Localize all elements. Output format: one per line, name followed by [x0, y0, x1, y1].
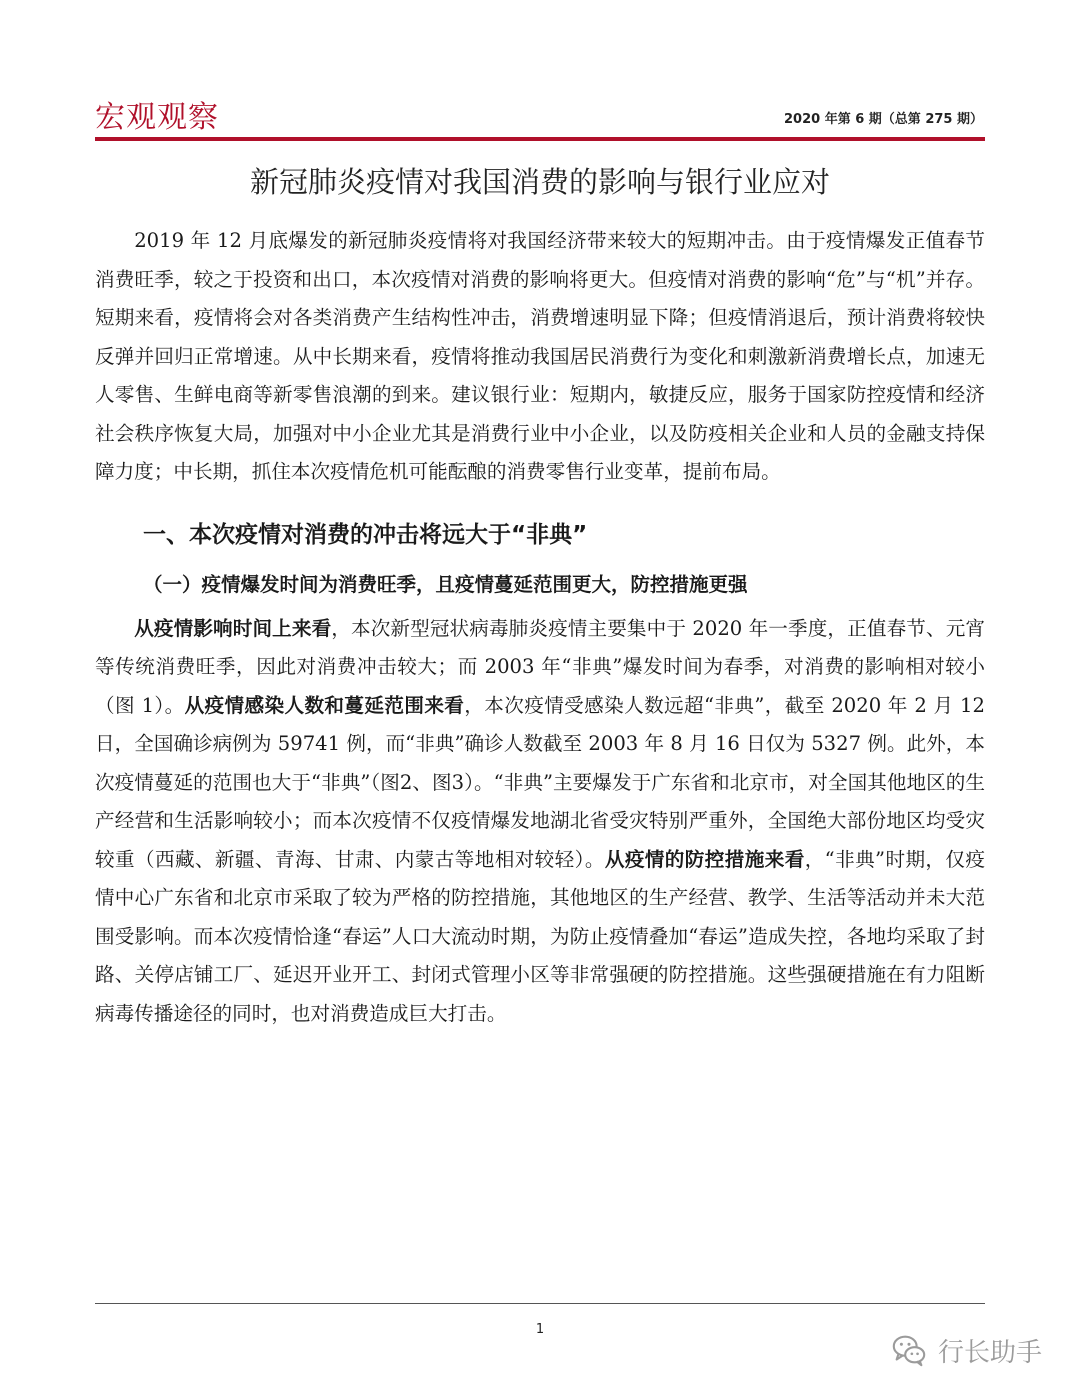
- body-text-measures: ，“非典”时期，仅疫情中心广东省和北京市采取了较为严格的防控措施，其他地区的生产经营、教学、生活等活动并未大范围受影响。而本次疫情恰逢“春运”人口大流动时期，为防止疫情叠加“春运”造成失控，各地均采取了封路、关停店铺工厂、延迟开业开工、封闭式管理小区等非常强硬的防控措施。这些强硬措施在有力阻断病毒传播途径的同时，也对消费造成巨大打击。: [95, 847, 985, 1025]
- lead-phrase-measures: 从疫情的防控措施来看: [604, 847, 805, 871]
- page-header: [95, 88, 985, 140]
- watermark-text: 行长助手: [937, 1337, 1042, 1368]
- header-divider: [95, 137, 985, 141]
- subsection-heading: （一）疫情爆发时间为消费旺季，且疫情蔓延范围更大，防控措施更强: [143, 572, 748, 596]
- lead-phrase-scope: 从疫情感染人数和蔓延范围来看: [184, 693, 465, 717]
- body-paragraph: [95, 610, 985, 1034]
- body-text-scope: ，本次疫情受感染人数远超“非典”，截至 2020 年 2 月 12 日，全国确诊病例为 59741 例，而“非典”确诊人数截至 2003 年 8 月 16 日仅为 5327 例。此外，本次疫情蔓延的范围也大于“非典”（图2、图3）。“非典”主要爆发于广东省和北京市，对全国其他地区的生产经营和生活影响较小；而本次疫情不仅疫情爆发地湖北省受灾特别严重外，全国绝大部份地区均受灾较重（西藏、新疆、青海、甘肃、内蒙古等地相对较轻）。: [95, 693, 985, 871]
- document-title: 新冠肺炎疫情对我国消费的影响与银行业应对: [249, 165, 830, 199]
- footer-divider: [95, 1303, 985, 1304]
- publication-brand: 宏观观察: [95, 100, 219, 135]
- issue-info: 2020 年第 6 期（总第 275 期）: [784, 112, 983, 127]
- lead-phrase-time: 从疫情影响时间上来看: [134, 616, 332, 640]
- body-text-time: ，本次新型冠状病毒肺炎疫情主要集中于 2020 年一季度，正值春节、元宵等传统消费旺季，因此对消费冲击较大；而 2003 年“非典”爆发时间为春季，对消费的影响相对较小（图 1）。: [95, 616, 985, 717]
- watermark: [890, 1328, 1042, 1372]
- abstract-paragraph: 2019 年 12 月底爆发的新冠肺炎疫情将对我国经济带来较大的短期冲击。由于疫情爆发正值春节消费旺季，较之于投资和出口，本次疫情对消费的影响将更大。但疫情对消费的影响“危”与“机”并存。短期来看，疫情将会对各类消费产生结构性冲击，消费增速明显下降；但疫情消退后，预计消费将较快反弹并回归正常增速。从中长期来看，疫情将推动我国居民消费行为变化和刺激新消费增长点，加速无人零售、生鲜电商等新零售浪潮的到来。建议银行业：短期内，敏捷反应，服务于国家防控疫情和经济社会秩序恢复大局，加强对中小企业尤其是消费行业中小企业，以及防疫相关企业和人员的金融支持保障力度；中长期，抓住本次疫情危机可能酝酿的消费零售行业变革，提前布局。: [95, 229, 985, 483]
- page-number: 1: [535, 1322, 545, 1337]
- section-heading: 一、本次疫情对消费的冲击将远大于“非典”: [143, 521, 588, 548]
- wechat-icon: [890, 1331, 928, 1369]
- document-body: [95, 222, 985, 1033]
